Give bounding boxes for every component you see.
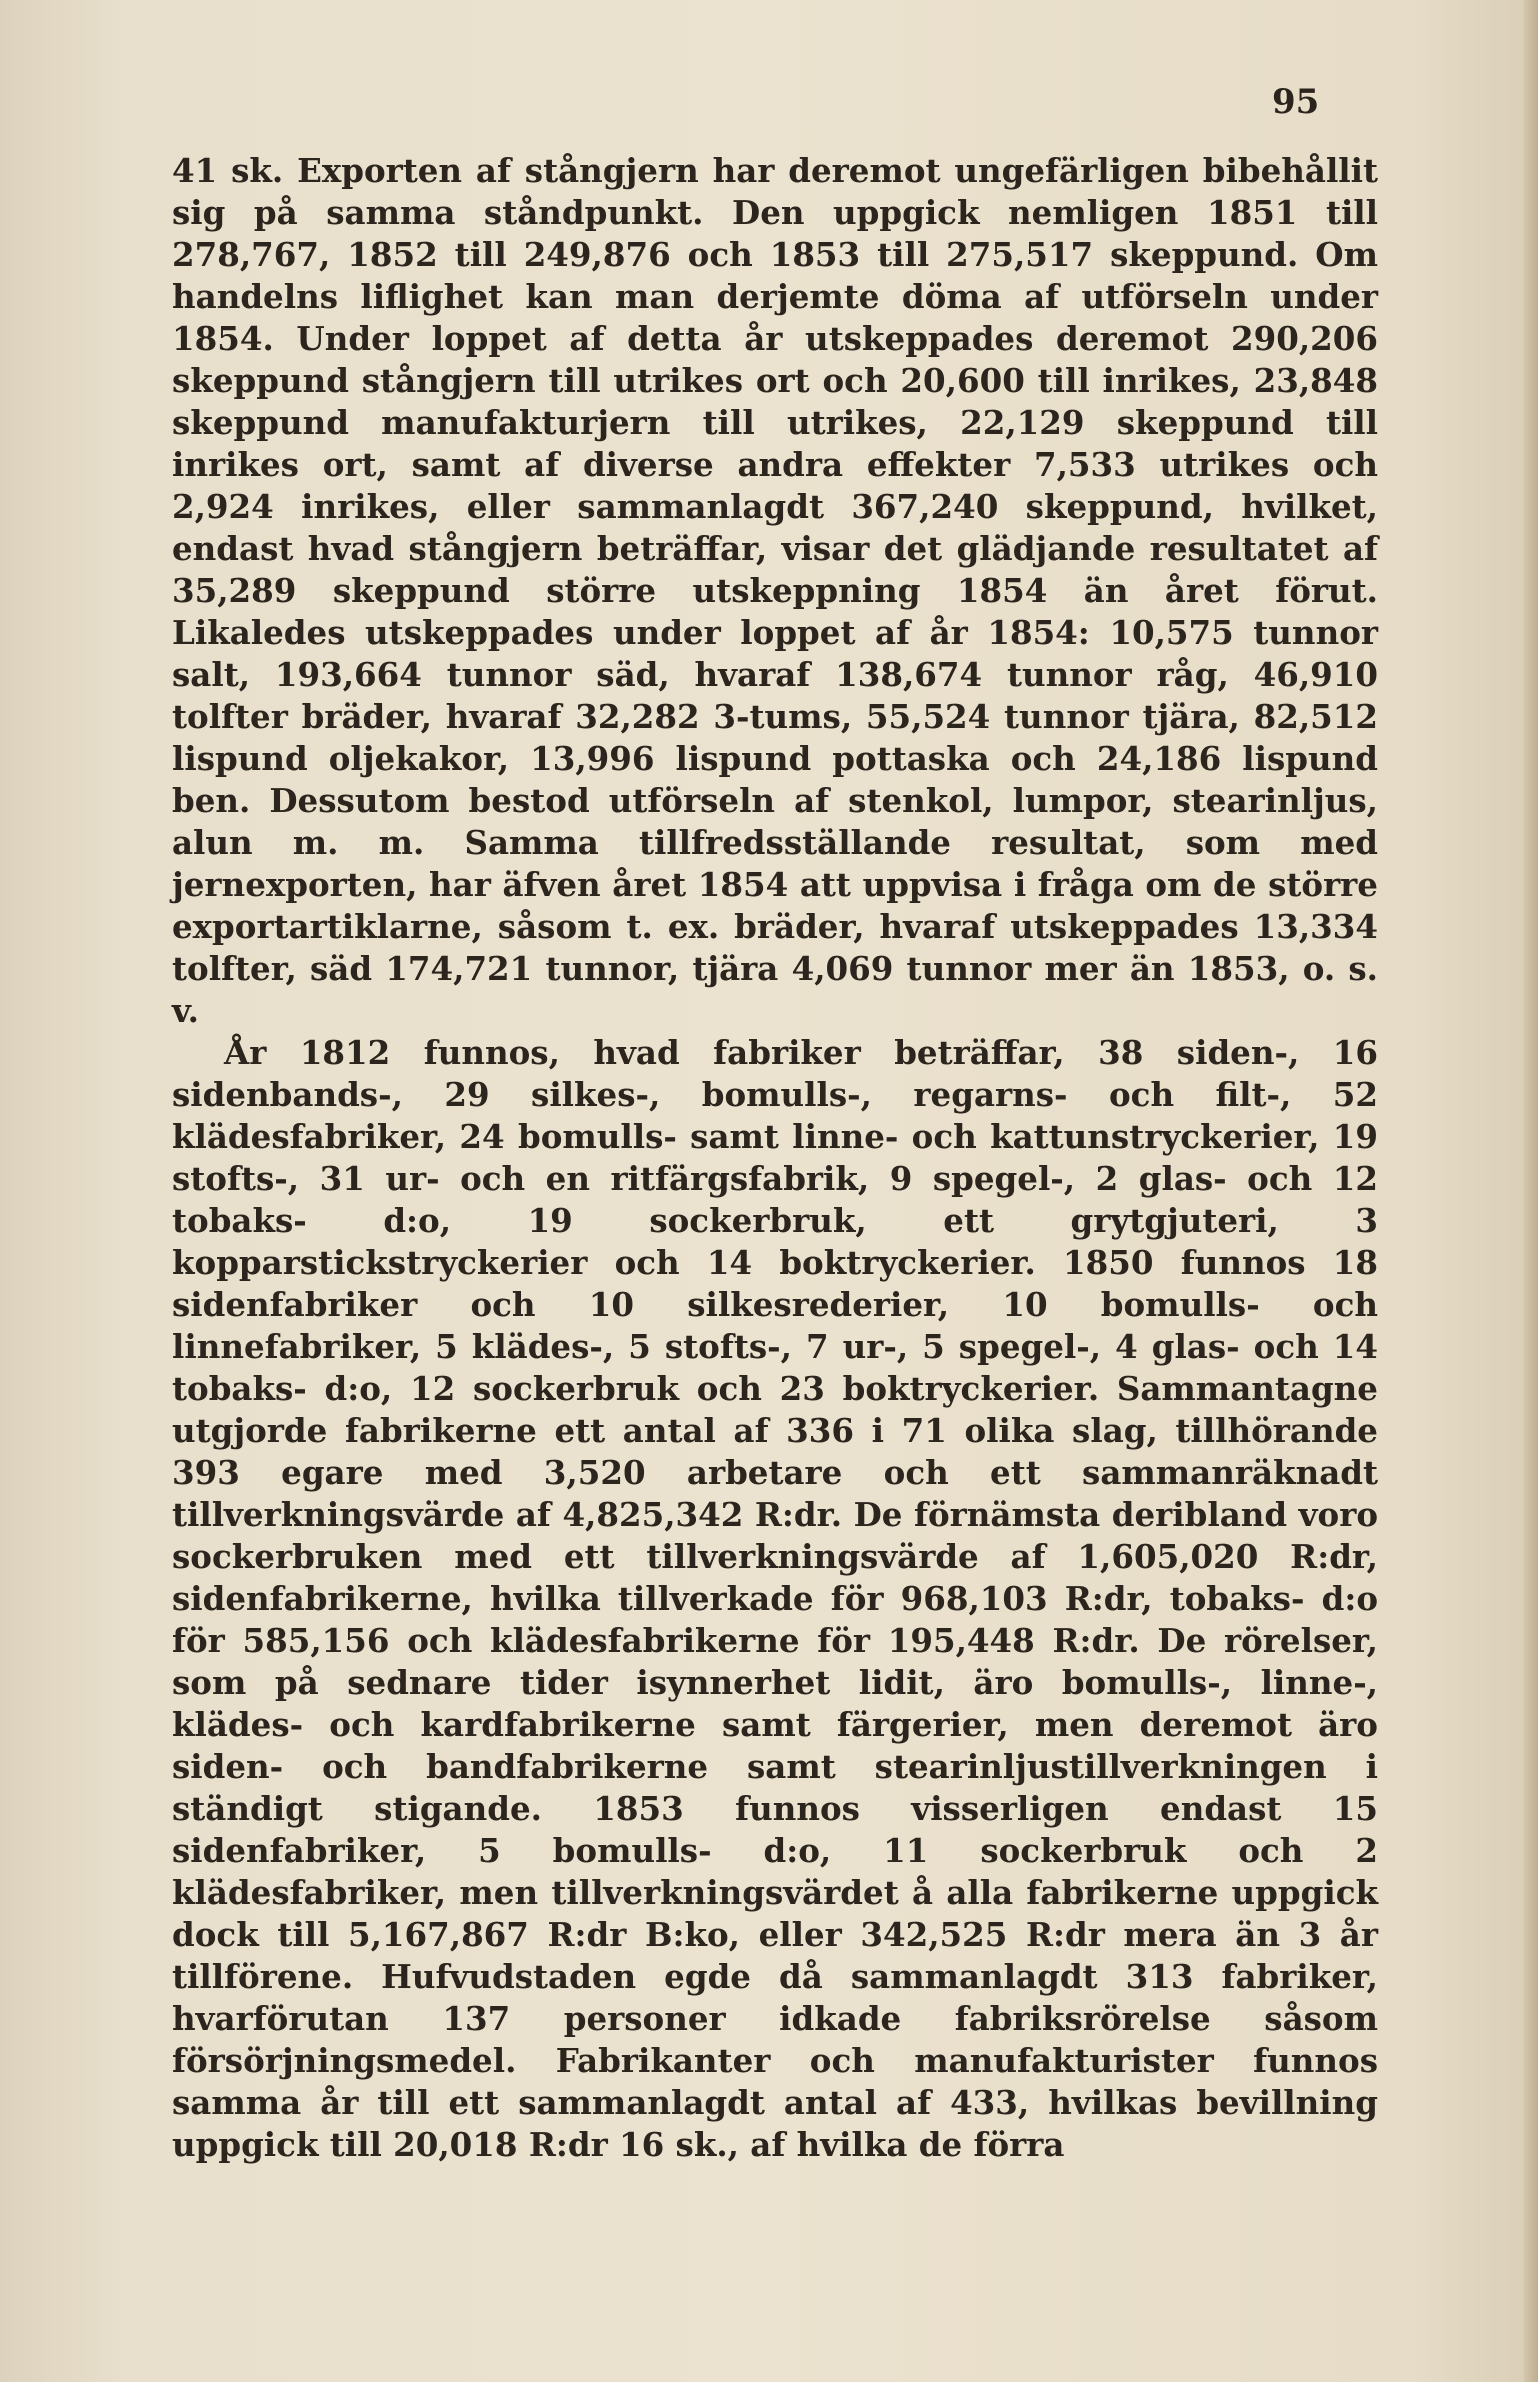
page-number: 95 — [1272, 82, 1320, 122]
paragraph-factories: År 1812 funnos, hvad fabriker beträffar, 38 siden-, 16 sidenbands-, 29 silkes-, bomulls-, regarns- och filt-, 52 klädesfabriker, 24 bomulls- samt linne- och kattunstryckerier, 19 stofts-, 31 ur- och en ritfärgsfabrik, 9 spegel-, 2 glas- och 12 tobaks- d:o, 19 sockerbruk, ett grytgjuteri, 3 kopparstickstryckerier och 14 boktryckerier. 1850 funnos 18 sidenfabriker och 10 silkesrederier, 10 bomulls- och linnefabriker, 5 klädes-, 5 stofts-, 7 ur-, 5 spegel-, 4 glas- och 14 tobaks- d:o, 12 sockerbruk och 23 boktryckerier. Sammantagne utgjorde fabrikerne ett antal af 336 i 71 olika slag, tillhörande 393 egare med 3,520 arbetare och ett sammanräknadt tillverkningsvärde af 4,825,342 R:dr. De förnämsta deribland voro sockerbruken med ett tillverkningsvärde af 1,605,020 R:dr, sidenfabrikerne, hvilka tillverkade för 968,103 R:dr, tobaks- d:o för 585,156 och klädesfabrikerne för 195,448 R:dr. De rörelser, som på sednare tider isynnerhet lidit, äro bomulls-, linne-, klädes- och kardfabrikerne samt färgerier, men deremot äro siden- och bandfabrikerne samt stearinljustillverkningen i ständigt stigande. 1853 funnos visserligen endast 15 sidenfabriker, 5 bomulls- d:o, 11 sockerbruk och 2 klädesfabriker, men tillverkningsvärdet å alla fabrikerne uppgick dock till 5,167,867 R:dr B:ko, eller 342,525 R:dr mera än 3 år tillförene. Hufvudstaden egde då sammanlagdt 313 fabriker, hvarförutan 137 personer idkade fabriksrörelse såsom försörjningsmedel. Fabrikanter och manufakturister funnos samma år till ett sammanlagdt antal af 433, hvilkas bevillning uppgick till 20,018 R:dr 16 sk., af hvilka de förra — [172, 1033, 1378, 2164]
paragraph-export: 41 sk. Exporten af stångjern har deremot ungefärligen bibehållit sig på samma ståndpunkt. Den uppgick nemligen 1851 till 278,767, 1852 till 249,876 och 1853 till 275,517 skeppund. Om handelns liflighet kan man derjemte döma af utförseln under 1854. Under loppet af detta år utskeppades deremot 290,206 skeppund stångjern till utrikes ort och 20,600 till inrikes, 23,848 skeppund manufakturjern till utrikes, 22,129 skeppund till inrikes ort, samt af diverse andra effekter 7,533 utrikes och 2,924 inrikes, eller sammanlagdt 367,240 skeppund, hvilket, endast hvad stångjern beträffar, visar det glädjande resultatet af 35,289 skeppund större utskeppning 1854 än året förut. Likaledes utskeppades under loppet af år 1854: 10,575 tunnor salt, 193,664 tunnor säd, hvaraf 138,674 tunnor råg, 46,910 tolfter bräder, hvaraf 32,282 3-tums, 55,524 tunnor tjära, 82,512 lispund oljekakor, 13,996 lispund pottaska och 24,186 lispund ben. Dessutom bestod utförseln af stenkol, lumpor, stearinljus, alun m. m. Samma tillfredsställande resultat, som med jernexporten, har äfven året 1854 att uppvisa i fråga om de större exportartiklarne, såsom t. ex. bräder, hvaraf utskeppades 13,334 tolfter, säd 174,721 tunnor, tjära 4,069 tunnor mer än 1853, o. s. v. — [172, 151, 1378, 1030]
page-edge — [1524, 0, 1538, 2382]
body-text — [172, 150, 1378, 2166]
